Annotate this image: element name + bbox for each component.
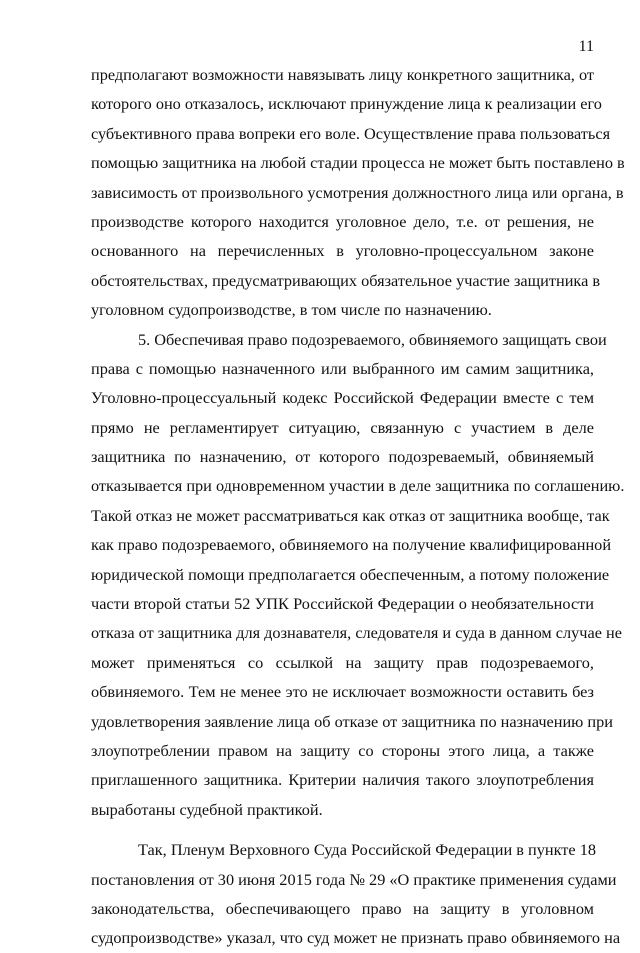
text-line: судопроизводстве» указал, что суд может не признать право обвиняемого на bbox=[91, 928, 621, 948]
text-line: производстве которого находится уголовное дело, т.е. от решения, не bbox=[91, 211, 594, 231]
document-body bbox=[91, 60, 625, 953]
text-line: может применяться со ссылкой на защиту прав подозреваемого, bbox=[91, 652, 594, 672]
text-line: приглашенного защитника. Критерии наличия такого злоупотребления bbox=[91, 770, 594, 790]
text-line: выработаны судебной практикой. bbox=[91, 799, 323, 819]
text-line: субъективного права вопреки его воле. Осуществление права пользоваться bbox=[91, 123, 611, 143]
text-line: удовлетворения заявление лица об отказе от защитника по назначению при bbox=[91, 711, 613, 731]
text-line: Уголовно-процессуальный кодекс Российской Федерации вместе с тем bbox=[91, 388, 594, 408]
text-line: уголовном судопроизводстве, в том числе по назначению. bbox=[91, 300, 492, 320]
text-line: защитника по назначению, от которого подозреваемый, обвиняемый bbox=[91, 447, 594, 467]
text-line: юридической помощи предполагается обеспеченным, а потому положение bbox=[91, 564, 610, 584]
text-line: отказа от защитника для дознавателя, следователя и суда в данном случае не bbox=[91, 623, 622, 643]
text-line: основанного на перечисленных в уголовно-процессуальном законе bbox=[91, 241, 594, 261]
paragraph-item-5 bbox=[91, 325, 625, 825]
text-line: постановления от 30 июня 2015 года № 29 «О практике применения судами bbox=[91, 869, 617, 889]
text-line: части второй статьи 52 УПК Российской Федерации о необязательности bbox=[91, 594, 594, 614]
text-line: обстоятельствах, предусматривающих обязательное участие защитника в bbox=[91, 270, 601, 290]
text-line: злоупотреблении правом на защиту со стороны этого лица, а также bbox=[91, 740, 594, 760]
text-line: помощью защитника на любой стадии процесса не может быть поставлено в bbox=[91, 153, 625, 173]
text-line: Такой отказ не может рассматриваться как отказ от защитника вообще, так bbox=[91, 505, 610, 525]
text-line: Так, Пленум Верховного Суда Российской Федерации в пункте 18 bbox=[138, 840, 596, 860]
text-line: отказывается при одновременном участии в деле защитника по соглашению. bbox=[91, 476, 625, 496]
text-line: как право подозреваемого, обвиняемого на получение квалифицированной bbox=[91, 535, 612, 555]
page-number: 11 bbox=[578, 38, 594, 55]
text-line: предполагают возможности навязывать лицу конкретного защитника, от bbox=[91, 65, 594, 84]
paragraph-plenum bbox=[91, 835, 621, 953]
paragraph-continuation bbox=[91, 60, 625, 325]
text-line: 5. Обеспечивая право подозреваемого, обвиняемого защищать свои bbox=[138, 329, 607, 349]
text-line: прямо не регламентирует ситуацию, связанную с участием в деле bbox=[91, 417, 594, 437]
text-line: зависимость от произвольного усмотрения должностного лица или органа, в bbox=[91, 182, 624, 202]
text-line: обвиняемого. Тем не менее это не исключает возможности оставить без bbox=[91, 682, 594, 702]
text-line: права с помощью назначенного или выбранного им самим защитника, bbox=[91, 358, 594, 378]
text-line: законодательства, обеспечивающего право на защиту в уголовном bbox=[91, 898, 594, 918]
text-line: которого оно отказалось, исключают принуждение лица к реализации его bbox=[91, 94, 602, 114]
